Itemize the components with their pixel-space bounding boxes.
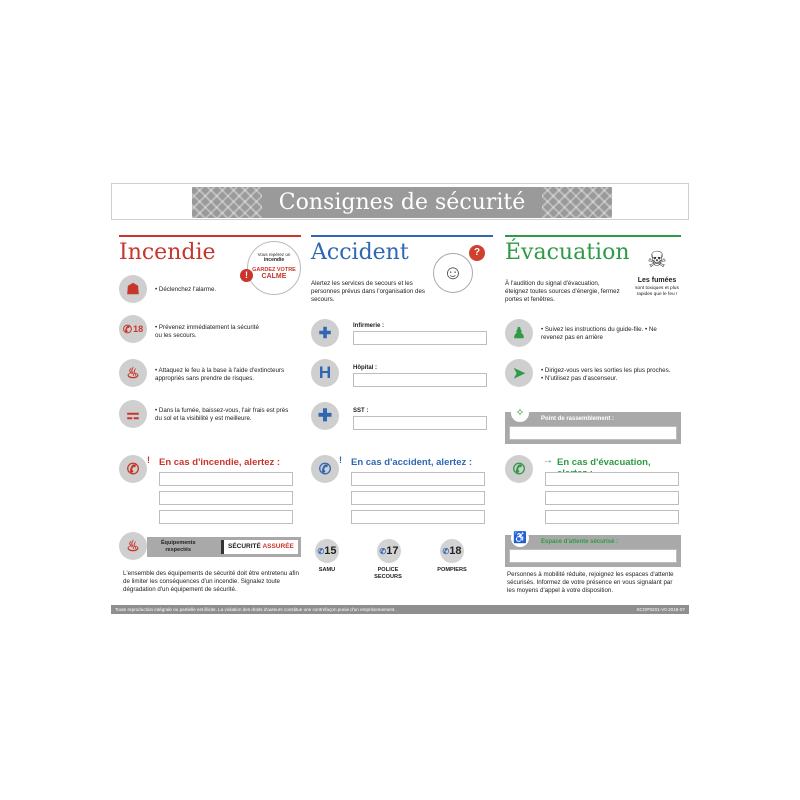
equipment-text: L'ensemble des équipements de sécurité doit être entretenu afin de limiter les conséquences d'un incendie. Signalez toute dégradation d'un équipement de sécurité. [123, 570, 299, 593]
nurse-icon: ✚ [311, 319, 339, 347]
waiting-text: Personnes à mobilité réduite, rejoignez les espaces d'attente sécurisés. Informez de votre présence en vous signalant par les moyens d'appel à votre disposition. [507, 571, 674, 594]
pattern-right [540, 187, 612, 218]
fire-alarm-icon: ☗ [119, 275, 147, 303]
smoke-face-icon: ☠ [647, 247, 667, 272]
fire-equipment-icon: ♨ [119, 532, 147, 560]
safety-poster [111, 183, 689, 616]
waiting-field[interactable] [509, 549, 677, 563]
fire-rule [119, 235, 301, 237]
hospital-icon: H [311, 359, 339, 387]
police-number-text: 17 [386, 545, 399, 557]
evacuation-rule [505, 235, 681, 237]
footer-right: SCOP0201-V0 2018-07 [636, 607, 685, 612]
samu-number: ✆15 [315, 539, 339, 563]
fire-step-1: • Déclenchez l'alarme. [155, 286, 217, 293]
calm-small-text: Vous repérez un [257, 252, 291, 257]
hospital-field[interactable] [353, 373, 487, 387]
fire-step-3: • Attaquez le feu à la base à l'aide d'extincteurs appropriés sans prendre de risques. [155, 367, 285, 382]
pompiers-number-text: 18 [449, 545, 462, 557]
pompiers-number: ✆18 [440, 539, 464, 563]
page-title: Consignes de sécurité [262, 187, 542, 218]
evacuation-column [505, 235, 681, 605]
fire-alert-title: En cas d'incendie, alertez : [159, 457, 281, 468]
waiting-area-box [505, 532, 681, 567]
waiting-label: Espace d'attente sécurisé : [541, 539, 619, 545]
assembly-icon: ✧ [511, 404, 529, 422]
injured-person-icon: ☺ [433, 253, 473, 293]
title-bar [111, 183, 689, 220]
fire-phone-icon: ✆ [119, 455, 147, 483]
calm-mid-text: incendie [263, 257, 285, 263]
evacuation-intro: À l'audition du signal d'évacuation, éteignez toutes sources d'énergie, fermez portes et fenêtres. [505, 280, 620, 303]
fire-column [119, 235, 301, 605]
evacuation-phone-icon: ✆ [505, 455, 533, 483]
sst-label: SST : [353, 408, 369, 414]
accident-rule [311, 235, 493, 237]
nurse-label: Infirmerie : [353, 323, 385, 329]
evacuation-step-1: • Suivez les instructions du guide-file. • Ne revenez pas en arrière [541, 326, 657, 341]
accident-intro: Alertez les services de secours et les personnes prévus dans l'organisation des secours. [311, 280, 426, 303]
footer [111, 605, 689, 614]
hospital-label: Hôpital : [353, 365, 377, 371]
fire-alert-field-2[interactable] [159, 491, 293, 505]
extinguisher-icon: ♨ [119, 359, 147, 387]
smoke-title: Les fumées [637, 277, 677, 284]
equipment-box [147, 537, 301, 557]
equipment-label-1: Équipements [161, 540, 196, 546]
phone-18-icon: ✆ 18 [119, 315, 147, 343]
accident-column [311, 235, 493, 605]
safety-badge-text-2: ASSURÉE [262, 543, 294, 550]
nurse-field[interactable] [353, 331, 487, 345]
safety-badge-text-1: SÉCURITÉ [228, 543, 263, 550]
fire-alert-field-1[interactable] [159, 472, 293, 486]
accident-alert-field-1[interactable] [351, 472, 485, 486]
accident-alert-warning-icon: ! [339, 455, 342, 465]
phone-18-badge: 18 [133, 324, 144, 334]
footer-left: Toute reproduction intégrale ou partielle est illicite. La violation des droits d'auteurs constitue une contrefaçon punie d'un emprisonnement. [115, 607, 396, 612]
fire-heading: Incendie [119, 240, 216, 265]
pattern-left [192, 187, 264, 218]
assembly-box [505, 407, 681, 444]
police-label: POLICE SECOURS [374, 567, 402, 580]
smoke-text: sont toxiques et plus rapides que le feu ! [635, 286, 679, 297]
smoke-crawl-icon: ⚎ [119, 400, 147, 428]
wheelchair-icon: ♿ [511, 529, 529, 547]
sst-field[interactable] [353, 416, 487, 430]
samu-label: SAMU [318, 567, 336, 573]
fire-step-4: • Dans la fumée, baissez-vous, l'air frais est près du sol et la visibilité y est meilleure. [155, 407, 289, 422]
fire-alert-field-3[interactable] [159, 510, 293, 524]
accident-alert-field-3[interactable] [351, 510, 485, 524]
evacuation-alert-field-2[interactable] [545, 491, 679, 505]
evacuation-alert-field-3[interactable] [545, 510, 679, 524]
first-aid-cross-icon: ✚ [311, 402, 339, 430]
fire-alert-warning-icon: ! [147, 455, 150, 465]
samu-number-text: 15 [324, 545, 337, 557]
warning-icon: ! [240, 269, 253, 282]
equipment-label-2: respectés [165, 547, 192, 553]
police-number: ✆17 [377, 539, 401, 563]
accident-alert-field-2[interactable] [351, 491, 485, 505]
safety-assured-badge [221, 540, 298, 554]
evacuation-step-2: • Dirigez-vous vers les sorties les plus proches. • N'utilisez pas d'ascenseur. [541, 367, 671, 382]
fire-step-2: • Prévenez immédiatement la sécurité ou les secours. [155, 324, 259, 339]
question-bubble-icon: ? [469, 245, 485, 261]
exit-sign-icon: ➤ [505, 359, 533, 387]
calm-big-text-1: GARDEZ VOTRE [252, 267, 296, 273]
accident-alert-title: En cas d'accident, alertez : [351, 457, 473, 468]
accident-heading: Accident [311, 240, 409, 265]
evacuation-alert-title: En cas d'évacuation, [557, 457, 651, 468]
evacuation-heading: Évacuation [505, 240, 630, 265]
pompiers-label: POMPIERS [437, 567, 467, 573]
evacuation-arrow-icon: → [543, 455, 553, 466]
assembly-field[interactable] [509, 426, 677, 440]
evacuation-alert-field-1[interactable] [545, 472, 679, 486]
group-guide-icon: ♟ [505, 319, 533, 347]
accident-phone-icon: ✆ [311, 455, 339, 483]
calm-big-text-2: CALME [261, 273, 287, 280]
assembly-label: Point de rassemblement : [541, 416, 615, 422]
